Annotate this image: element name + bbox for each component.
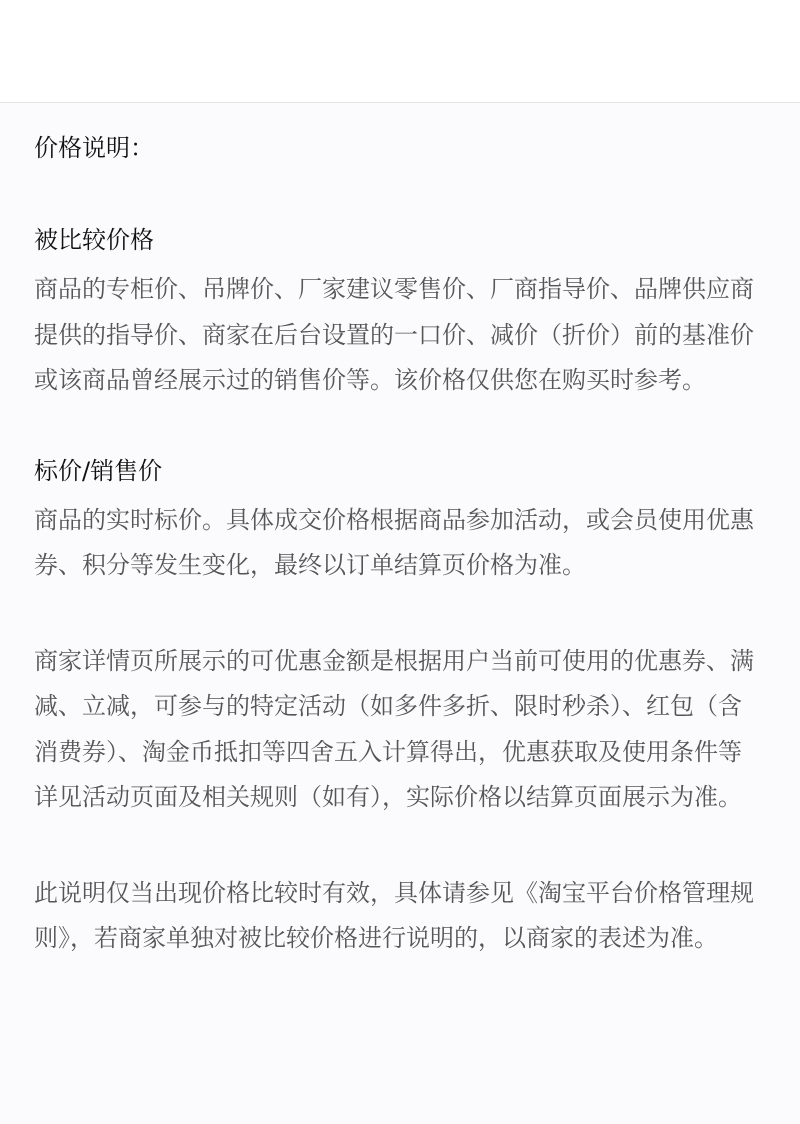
- intro-title: 价格说明：: [34, 134, 154, 162]
- top-blank-area: [0, 0, 800, 102]
- section-discount-amount: [34, 639, 760, 821]
- section-text: 商品的专柜价、吊牌价、厂家建议零售价、厂商指导价、品牌供应商提供的指导价、商家在后台设置的一口价、减价（折价）前的基准价或该商品曾经展示过的销售价等。该价格仅供您在购买时参考。: [34, 275, 754, 394]
- section-heading: 标价/销售价: [34, 456, 163, 485]
- section-disclaimer: [34, 871, 760, 962]
- section-text: 商家详情页所展示的可优惠金额是根据用户当前可使用的优惠券、满减、立减，可参与的特定活动（如多件多折、限时秒杀）、红包（含消费券）、淘金币抵扣等四舍五入计算得出，优惠获取及使用条件等详见活动页面及相关规则（如有），实际价格以结算页面展示为准。: [34, 646, 754, 811]
- section-compared-price: [34, 223, 760, 404]
- price-explanation-content: [0, 103, 800, 1124]
- section-heading: 被比较价格: [34, 226, 154, 254]
- section-text: 此说明仅当出现价格比较时有效，具体请参见《淘宝平台价格管理规则》，若商家单独对被比较价格进行说明的，以商家的表述为准。: [34, 878, 754, 952]
- section-list-price: [34, 454, 760, 589]
- section-text: 商品的实时标价。具体成交价格根据商品参加活动，或会员使用优惠券、积分等发生变化，最终以订单结算页价格为准。: [34, 505, 754, 579]
